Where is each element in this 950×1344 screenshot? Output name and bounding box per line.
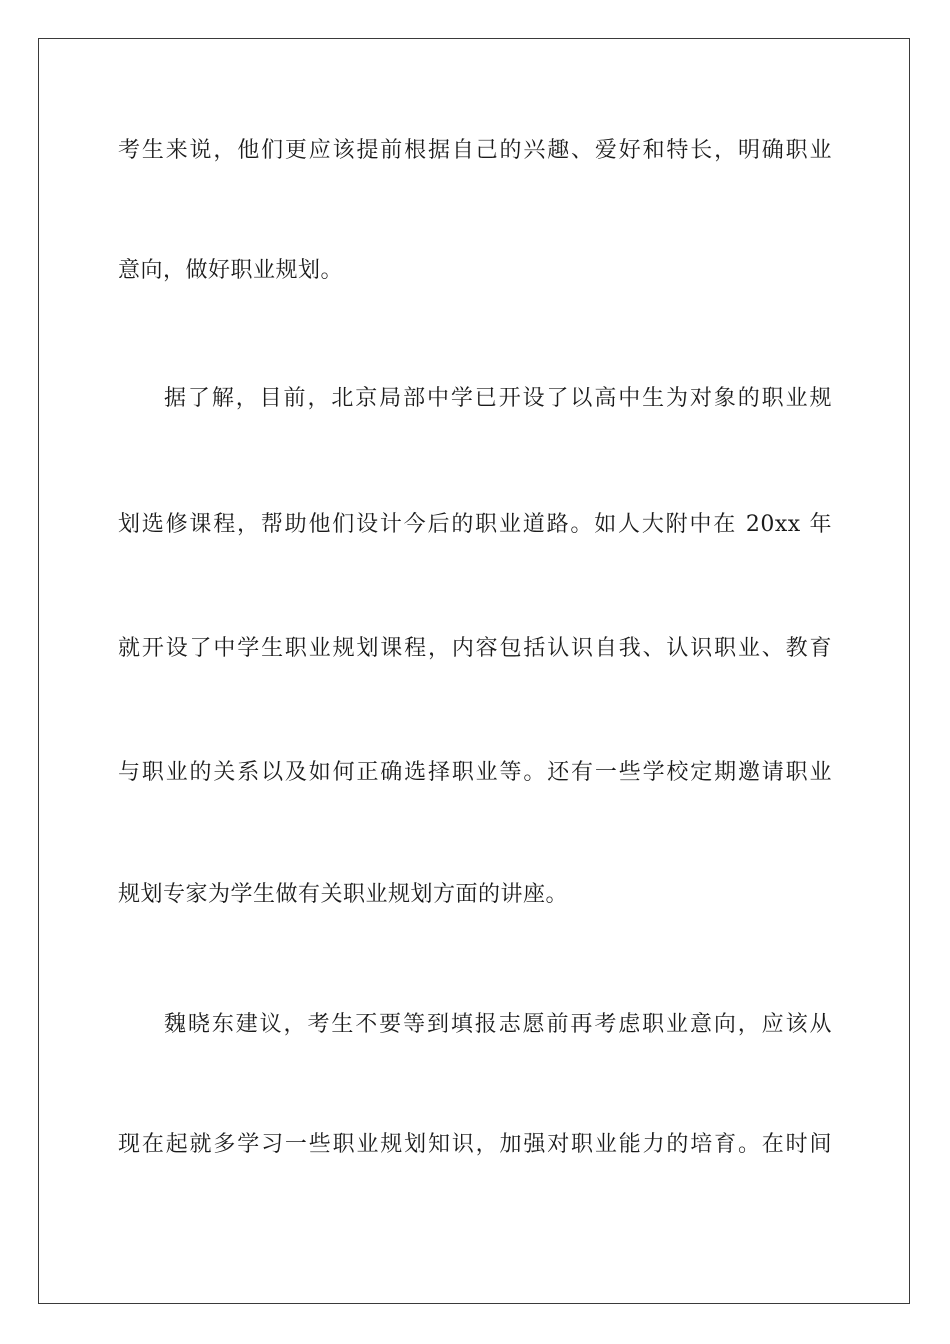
text-line-9: 现在起就多学习一些职业规划知识，加强对职业能力的培育。在时间 [118, 1132, 832, 1157]
text-line-1: 考生来说，他们更应该提前根据自己的兴趣、爱好和特长，明确职业 [118, 138, 832, 163]
text-line-2: 意向，做好职业规划。 [118, 258, 344, 283]
text-line-7: 规划专家为学生做有关职业规划方面的讲座。 [118, 882, 569, 907]
text-line-3: 据了解，目前，北京局部中学已开设了以高中生为对象的职业规 [164, 386, 832, 411]
text-line-6: 与职业的关系以及如何正确选择职业等。还有一些学校定期邀请职业 [118, 760, 832, 785]
text-line-5: 就开设了中学生职业规划课程，内容包括认识自我、认识职业、教育 [118, 636, 832, 661]
text-line-8: 魏晓东建议，考生不要等到填报志愿前再考虑职业意向，应该从 [164, 1012, 832, 1037]
text-line-4: 划选修课程，帮助他们设计今后的职业道路。如人大附中在 20xx 年 [118, 512, 832, 537]
page-frame [38, 38, 910, 1304]
